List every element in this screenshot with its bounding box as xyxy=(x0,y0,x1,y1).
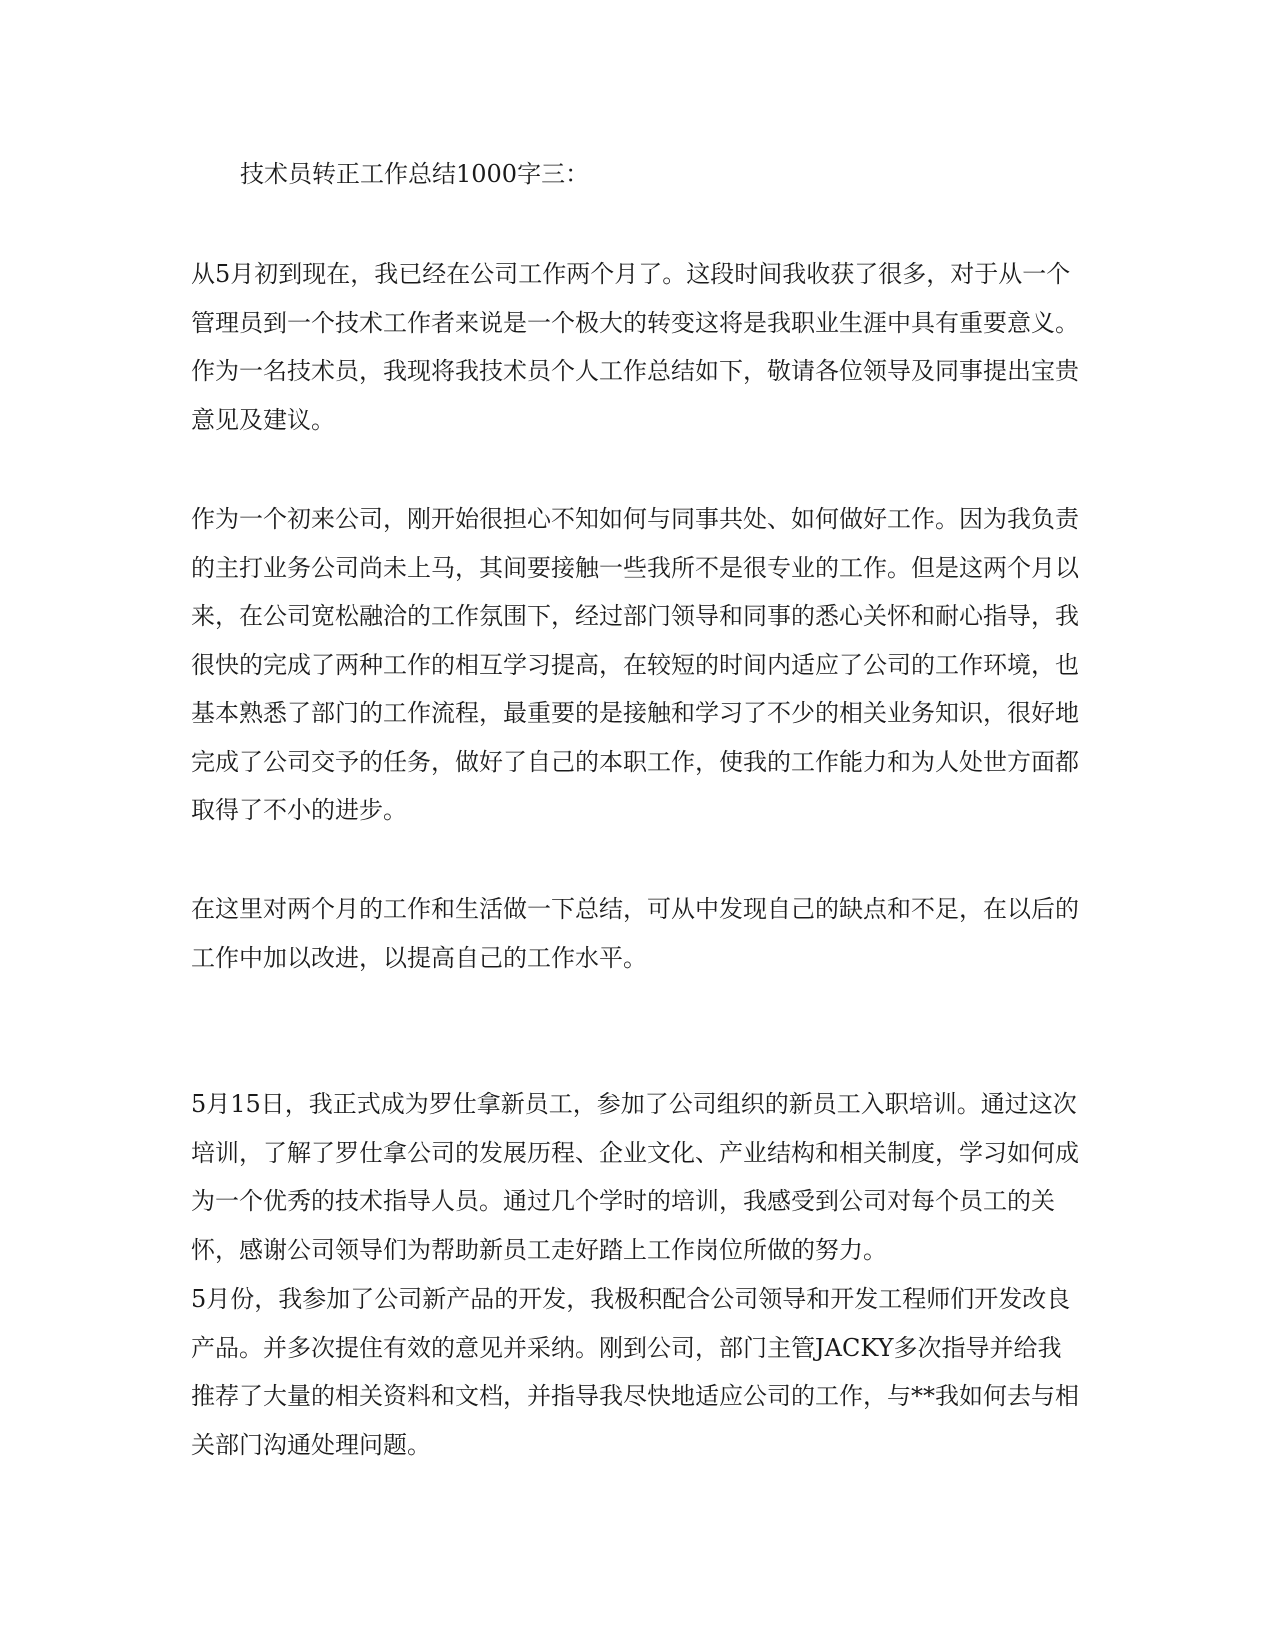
paragraph-training: 5月15日，我正式成为罗仕拿新员工，参加了公司组织的新员工入职培训。通过这次培训，了解了罗仕拿公司的发展历程、企业文化、产业结构和相关制度，学习如何成为一个优秀的技术指导人员。通过几个学时的培训，我感受到公司对每个员工的关怀，感谢公司领导们为帮助新员工走好踏上工作岗位所做的努力。 xyxy=(191,1090,1079,1264)
paragraph-adaptation: 作为一个初来公司，刚开始很担心不知如何与同事共处、如何做好工作。因为我负责的主打业务公司尚未上马，其间要接触一些我所不是很专业的工作。但是这两个月以来，在公司宽松融洽的工作氛围下，经过部门领导和同事的悉心关怀和耐心指导，我很快的完成了两种工作的相互学习提高，在较短的时间内适应了公司的工作环境，也基本熟悉了部门的工作流程，最重要的是接触和学习了不少的相关业务知识，很好地完成了公司交予的任务，做好了自己的本职工作，使我的工作能力和为人处世方面都取得了不小的进步。 xyxy=(191,505,1079,824)
paragraph-product-development: 5月份，我参加了公司新产品的开发，我极积配合公司领导和开发工程师们开发改良产品。并多次提住有效的意见并采纳。刚到公司，部门主管JACKY多次指导并给我推荐了大量的相关资料和文档，并指导我尽快地适应公司的工作，与**我如何去与相关部门沟通处理问题。 xyxy=(191,1285,1079,1459)
paragraph-summary: 在这里对两个月的工作和生活做一下总结，可从中发现自己的缺点和不足，在以后的工作中加以改进，以提高自己的工作水平。 xyxy=(191,895,1079,972)
paragraph-intro: 从5月初到现在，我已经在公司工作两个月了。这段时间我收获了很多，对于从一个管理员到一个技术工作者来说是一个极大的转变这将是我职业生涯中具有重要意义。作为一名技术员，我现将我技术员个人工作总结如下，敬请各位领导及同事提出宝贵意见及建议。 xyxy=(191,260,1079,434)
document-title: 技术员转正工作总结1000字三： xyxy=(240,160,590,188)
